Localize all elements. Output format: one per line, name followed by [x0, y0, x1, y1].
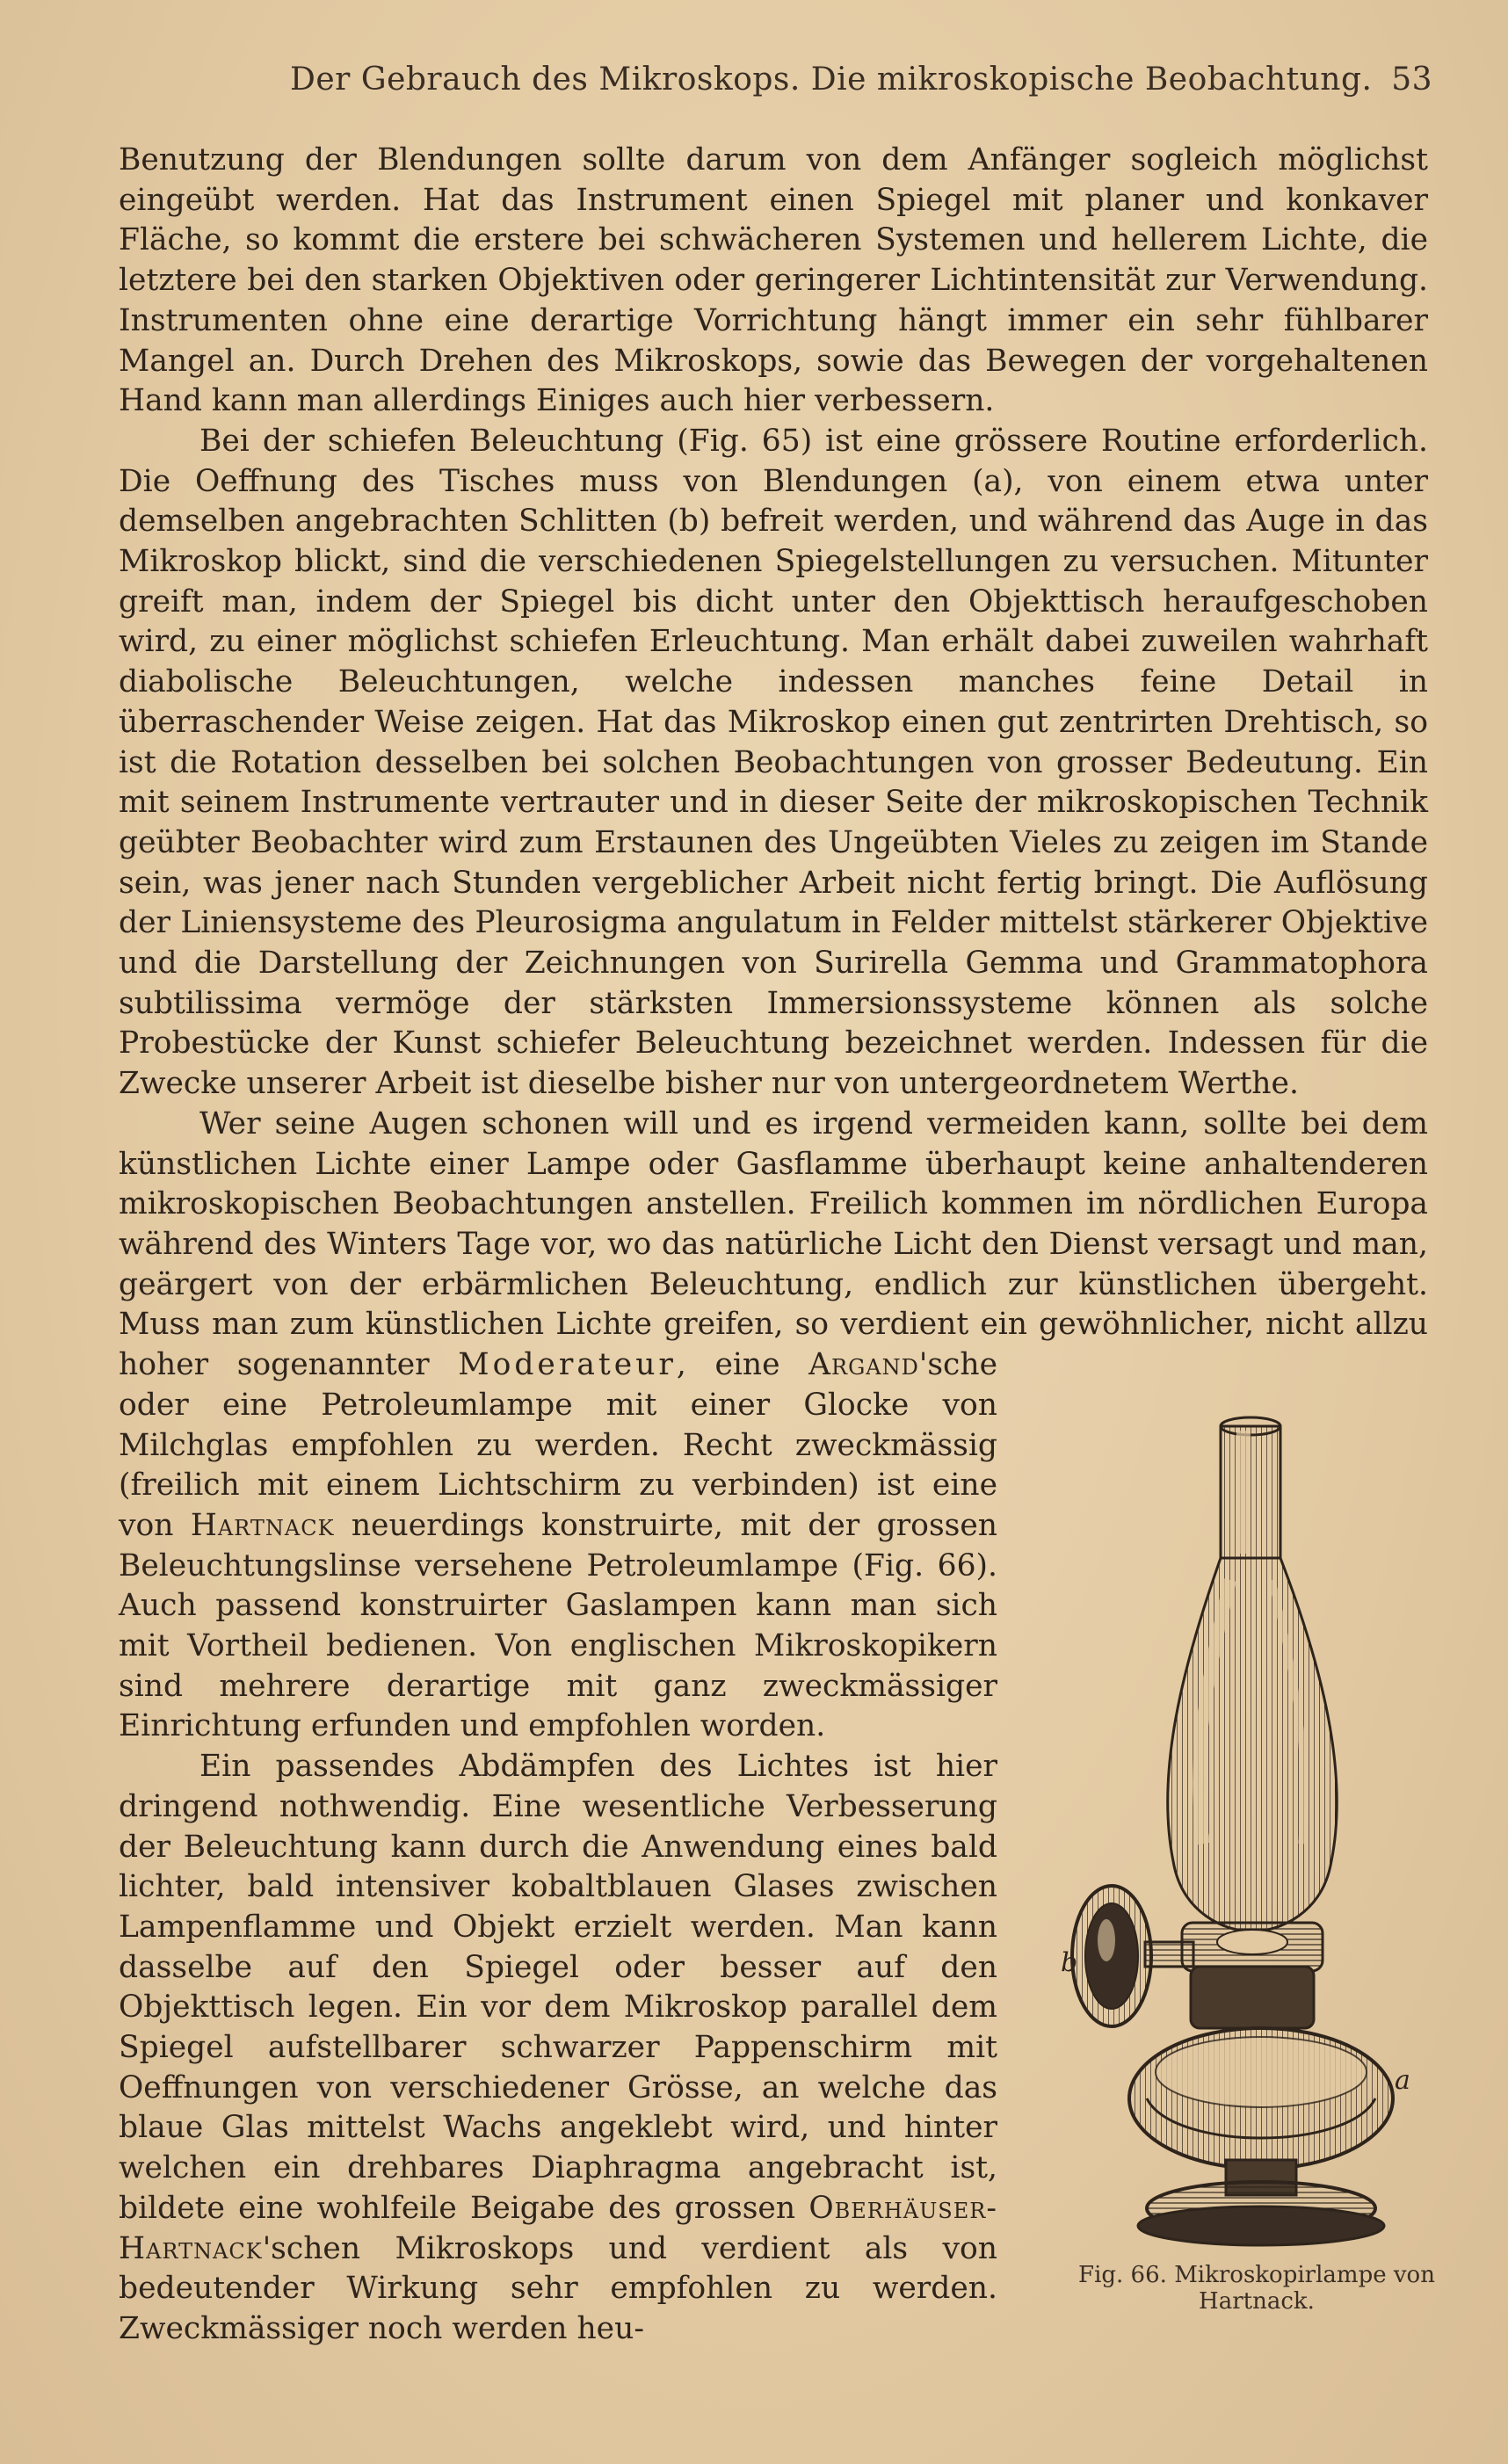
hartnack-name: Hartnack: [190, 1507, 335, 1543]
paragraph-1: Benutzung der Blendungen sollte darum von dem Anfänger sogleich möglichst eingeübt werden. Hat das Instrument einen Spiegel mit planer und konkaver Fläche, so kommt die erstere bei schwächeren Systemen und hellerem Lichte, die letztere bei den starken Objektiven oder geringerer Lichtintensität zur Verwendung. Instrumenten ohne eine derartige Vorrichtung hängt immer ein sehr fühlbarer Mangel an. Durch Drehen des Mikroskops, sowie das Bewegen der vorgehaltenen Hand kann man allerdings Einiges auch hier verbessern.: [119, 142, 1428, 419]
figure-66: [1050, 1404, 1463, 2336]
oberhaeuser-hartnack-name: Oberhäuser-Hartnack: [119, 2190, 997, 2266]
lamp-burner: [1182, 1923, 1323, 2028]
figure-label-b: b: [1061, 1947, 1078, 1978]
lamp-chimney: [1221, 1417, 1280, 1558]
argand-name: Argand: [808, 1347, 919, 1383]
caption-number: Fig. 66.: [1078, 2262, 1167, 2288]
moderateur-term: Moderateur: [458, 1347, 677, 1383]
lamp-foot: [1138, 2160, 1384, 2245]
paragraph-3-part-a: Wer seine Augen schonen will und es irgend vermeiden kann, sollte bei dem künstlichen Lichte einer Lampe oder Gasflamme überhaupt keine anhaltenderen mikroskopischen Beobachtungen anstellen. Freilich kommen im nördlichen Europa während des Winters Tage vor, wo das natürliche Licht den Dienst versagt und man, geärgert von der erbärmlichen Beleuchtung, endlich zur künstlichen übergeht. Muss man zum künstlichen Lichte greifen, so verdient ein gewöhnlicher, nicht allzu hoher sogenannter: [119, 1105, 1428, 1383]
figure-caption: [1050, 2262, 1463, 2315]
lamp-glass-bulb: [1168, 1558, 1338, 1931]
paragraph-2: Bei der schiefen Beleuchtung (Fig. 65) ist eine grössere Routine erforderlich. Die Oeffnung des Tisches muss von Blendungen (a), von einem etwa unter demselben angebrachten Schlitten (b) befreit werden, und während das Auge in das Mikroskop blickt, sind die verschiedenen Spiegelstellungen zu versuchen. Mitunter greift man, indem der Spiegel bis dicht unter den Objekttisch heraufgeschoben wird, zu einer möglichst schiefen Erleuchtung. Man erhält dabei zuweilen wahrhaft diabolische Beleuchtungen, welche indessen manches feine Detail in überraschender Weise zeigen. Hat das Mikroskop einen gut zentrirten Drehtisch, so ist die Rotation desselben bei solchen Beobachtungen von grosser Bedeutung. Ein mit seinem Instrumente vertrauter und in dieser Seite der mikroskopischen Technik geübter Beobachter wird zum Erstaunen des Ungeübten Vieles zu zeigen im Stande sein, was jener nach Stunden vergeblicher Arbeit nicht fertig bringt. Die Auflösung der Liniensysteme des Pleurosigma angulatum in Felder mittelst stärkerer Objektive und die Darstellung der Zeichnungen von Surirella Gemma und Grammatophora subtilissima vermöge der stärksten Immersionssysteme können als solche Probestücke der Kunst schiefer Beleuchtung bezeichnet werden. Indessen für die Zwecke unserer Arbeit ist dieselbe bisher nur von untergeordnetem Werthe.: [119, 423, 1428, 1102]
running-header: [290, 62, 1432, 98]
paragraph-3: Wer seine Augen schonen will und es irgend vermeiden kann, sollte bei dem künstlichen Lichte einer Lampe oder Gasflamme überhaupt keine anhaltenderen mikroskopischen Beobachtungen anstellen. Freilich kommen im nördlichen Europa während des Winters Tage vor, wo das natürliche Licht den Dienst versagt und man, geärgert von der erbärmlichen Beleuchtung, endlich zur künstlichen übergeht. Muss man zum künstlichen Lichte greifen, so verdient ein gewöhnlicher, nicht allzu hoher sogenannter Moderateur, eine Argand 'sche oder eine Petroleumlampe mit einer Glocke von Milchglas empfohlen zu werden. Recht zweckmässig (freilich mit einem Lichtschirm zu verbinden) ist eine von Hartnack neuerdings konstruirte, mit der grossen Beleuchtungslinse versehene Petroleumlampe (Fig. 66). Auch passend konstruirter Gaslampen kann man sich mit Vortheil bedienen. Von englischen Mikroskopikern sind mehrere derartige mit ganz zweckmässiger Einrichtung erfunden und empfohlen worden.: [119, 1105, 1428, 1747]
caption-text: Mikroskopirlampe von Hartnack.: [1174, 2262, 1435, 2315]
page-number: 53: [1391, 62, 1432, 98]
microscope-lamp-illustration: [1050, 1404, 1463, 2248]
paragraph-4: Ein passendes Abdämpfen des Lichtes ist hier dringend nothwendig. Eine wesentliche Verbesserung der Beleuchtung kann durch die Anwendung eines bald lichter, bald intensiver kobaltblauen Glases zwischen Lampenflamme und Objekt erzielt werden. Man kann dasselbe auf den Spiegel oder besser auf den Objekttisch legen. Ein vor dem Mikroskop parallel dem Spiegel aufstellbarer schwarzer Pappenschirm mit Oeffnungen von verschiedener Grösse, an welche das blaue Glas mittelst Wachs angeklebt wird, und hinter welchen ein drehbares Diaphragma angebracht ist, bildete eine wohlfeile Beigabe des grossen Oberhäuser-Hartnack'schen Mikroskops und verdient als von bedeutender Wirkung sehr empfohlen zu werden. Zweckmässiger noch werden heu-: [119, 1749, 997, 2346]
condenser-lens: [1072, 1886, 1193, 2026]
lamp-reservoir: [1129, 2028, 1393, 2169]
figure-label-a: a: [1395, 2065, 1410, 2096]
header-title: Der Gebrauch des Mikroskops. Die mikroskopische Beobachtung.: [290, 62, 1373, 98]
